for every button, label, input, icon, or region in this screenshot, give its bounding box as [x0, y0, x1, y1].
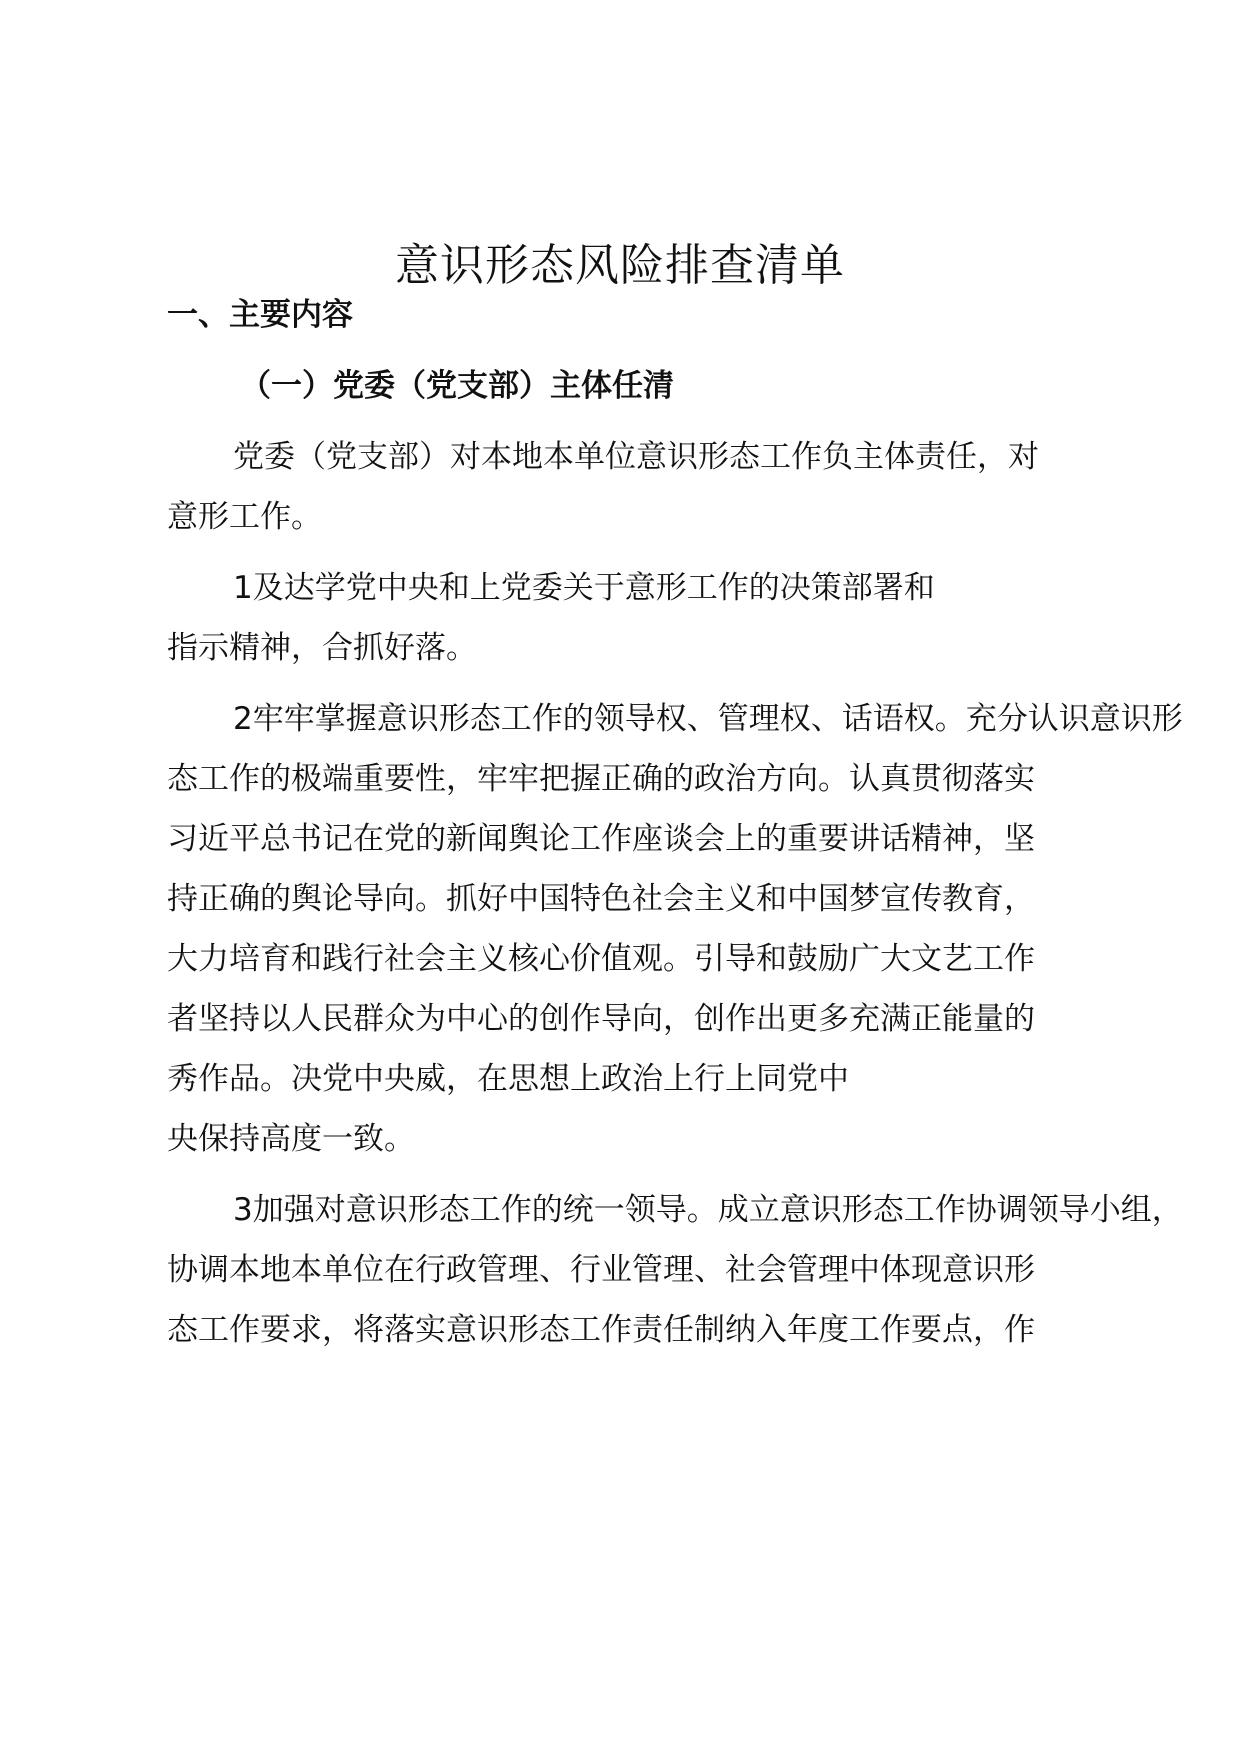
paragraph-line: 态工作要求，将落实意识形态工作责任制纳入年度工作要点，作	[167, 1312, 1035, 1348]
paragraph-line: 大力培育和践行社会主义核心价值观。引导和鼓励广大文艺工作	[167, 941, 1035, 977]
paragraph-line: 秀作品。决党中央威，在思想上政治上行上同党中	[167, 1061, 849, 1097]
paragraph-line: 1及达学党中央和上党委关于意形工作的决策部署和	[233, 570, 935, 606]
paragraph-line: 央保持高度一致。	[167, 1121, 415, 1157]
section-heading: 一、主要内容	[167, 297, 353, 333]
paragraph-line: 态工作的极端重要性，牢牢把握正确的政治方向。认真贯彻落实	[167, 761, 1035, 797]
paragraph-line: 3加强对意识形态工作的统一领导。成立意识形态工作协调领导小组，	[233, 1192, 1183, 1228]
paragraph-line: 者坚持以人民群众为中心的创作导向，创作出更多充满正能量的	[167, 1001, 1035, 1037]
paragraph-line: 习近平总书记在党的新闻舆论工作座谈会上的重要讲话精神，坚	[167, 821, 1035, 857]
paragraph-line: 协调本地本单位在行政管理、行业管理、社会管理中体现意识形	[167, 1252, 1035, 1288]
subsection-heading: （一）党委（党支部）主体任清	[240, 368, 674, 404]
paragraph-line: 意形工作。	[167, 499, 322, 535]
paragraph-line: 持正确的舆论导向。抓好中国特色社会主义和中国梦宣传教育，	[167, 881, 1035, 917]
paragraph-line: 指示精神，合抓好落。	[167, 630, 477, 666]
paragraph-line: 2牢牢掌握意识形态工作的领导权、管理权、话语权。充分认识意识形	[233, 701, 1183, 737]
paragraph-line: 党委（党支部）对本地本单位意识形态工作负主体责任，对	[233, 439, 1039, 475]
document-title: 意识形态风险排查清单	[395, 240, 845, 291]
